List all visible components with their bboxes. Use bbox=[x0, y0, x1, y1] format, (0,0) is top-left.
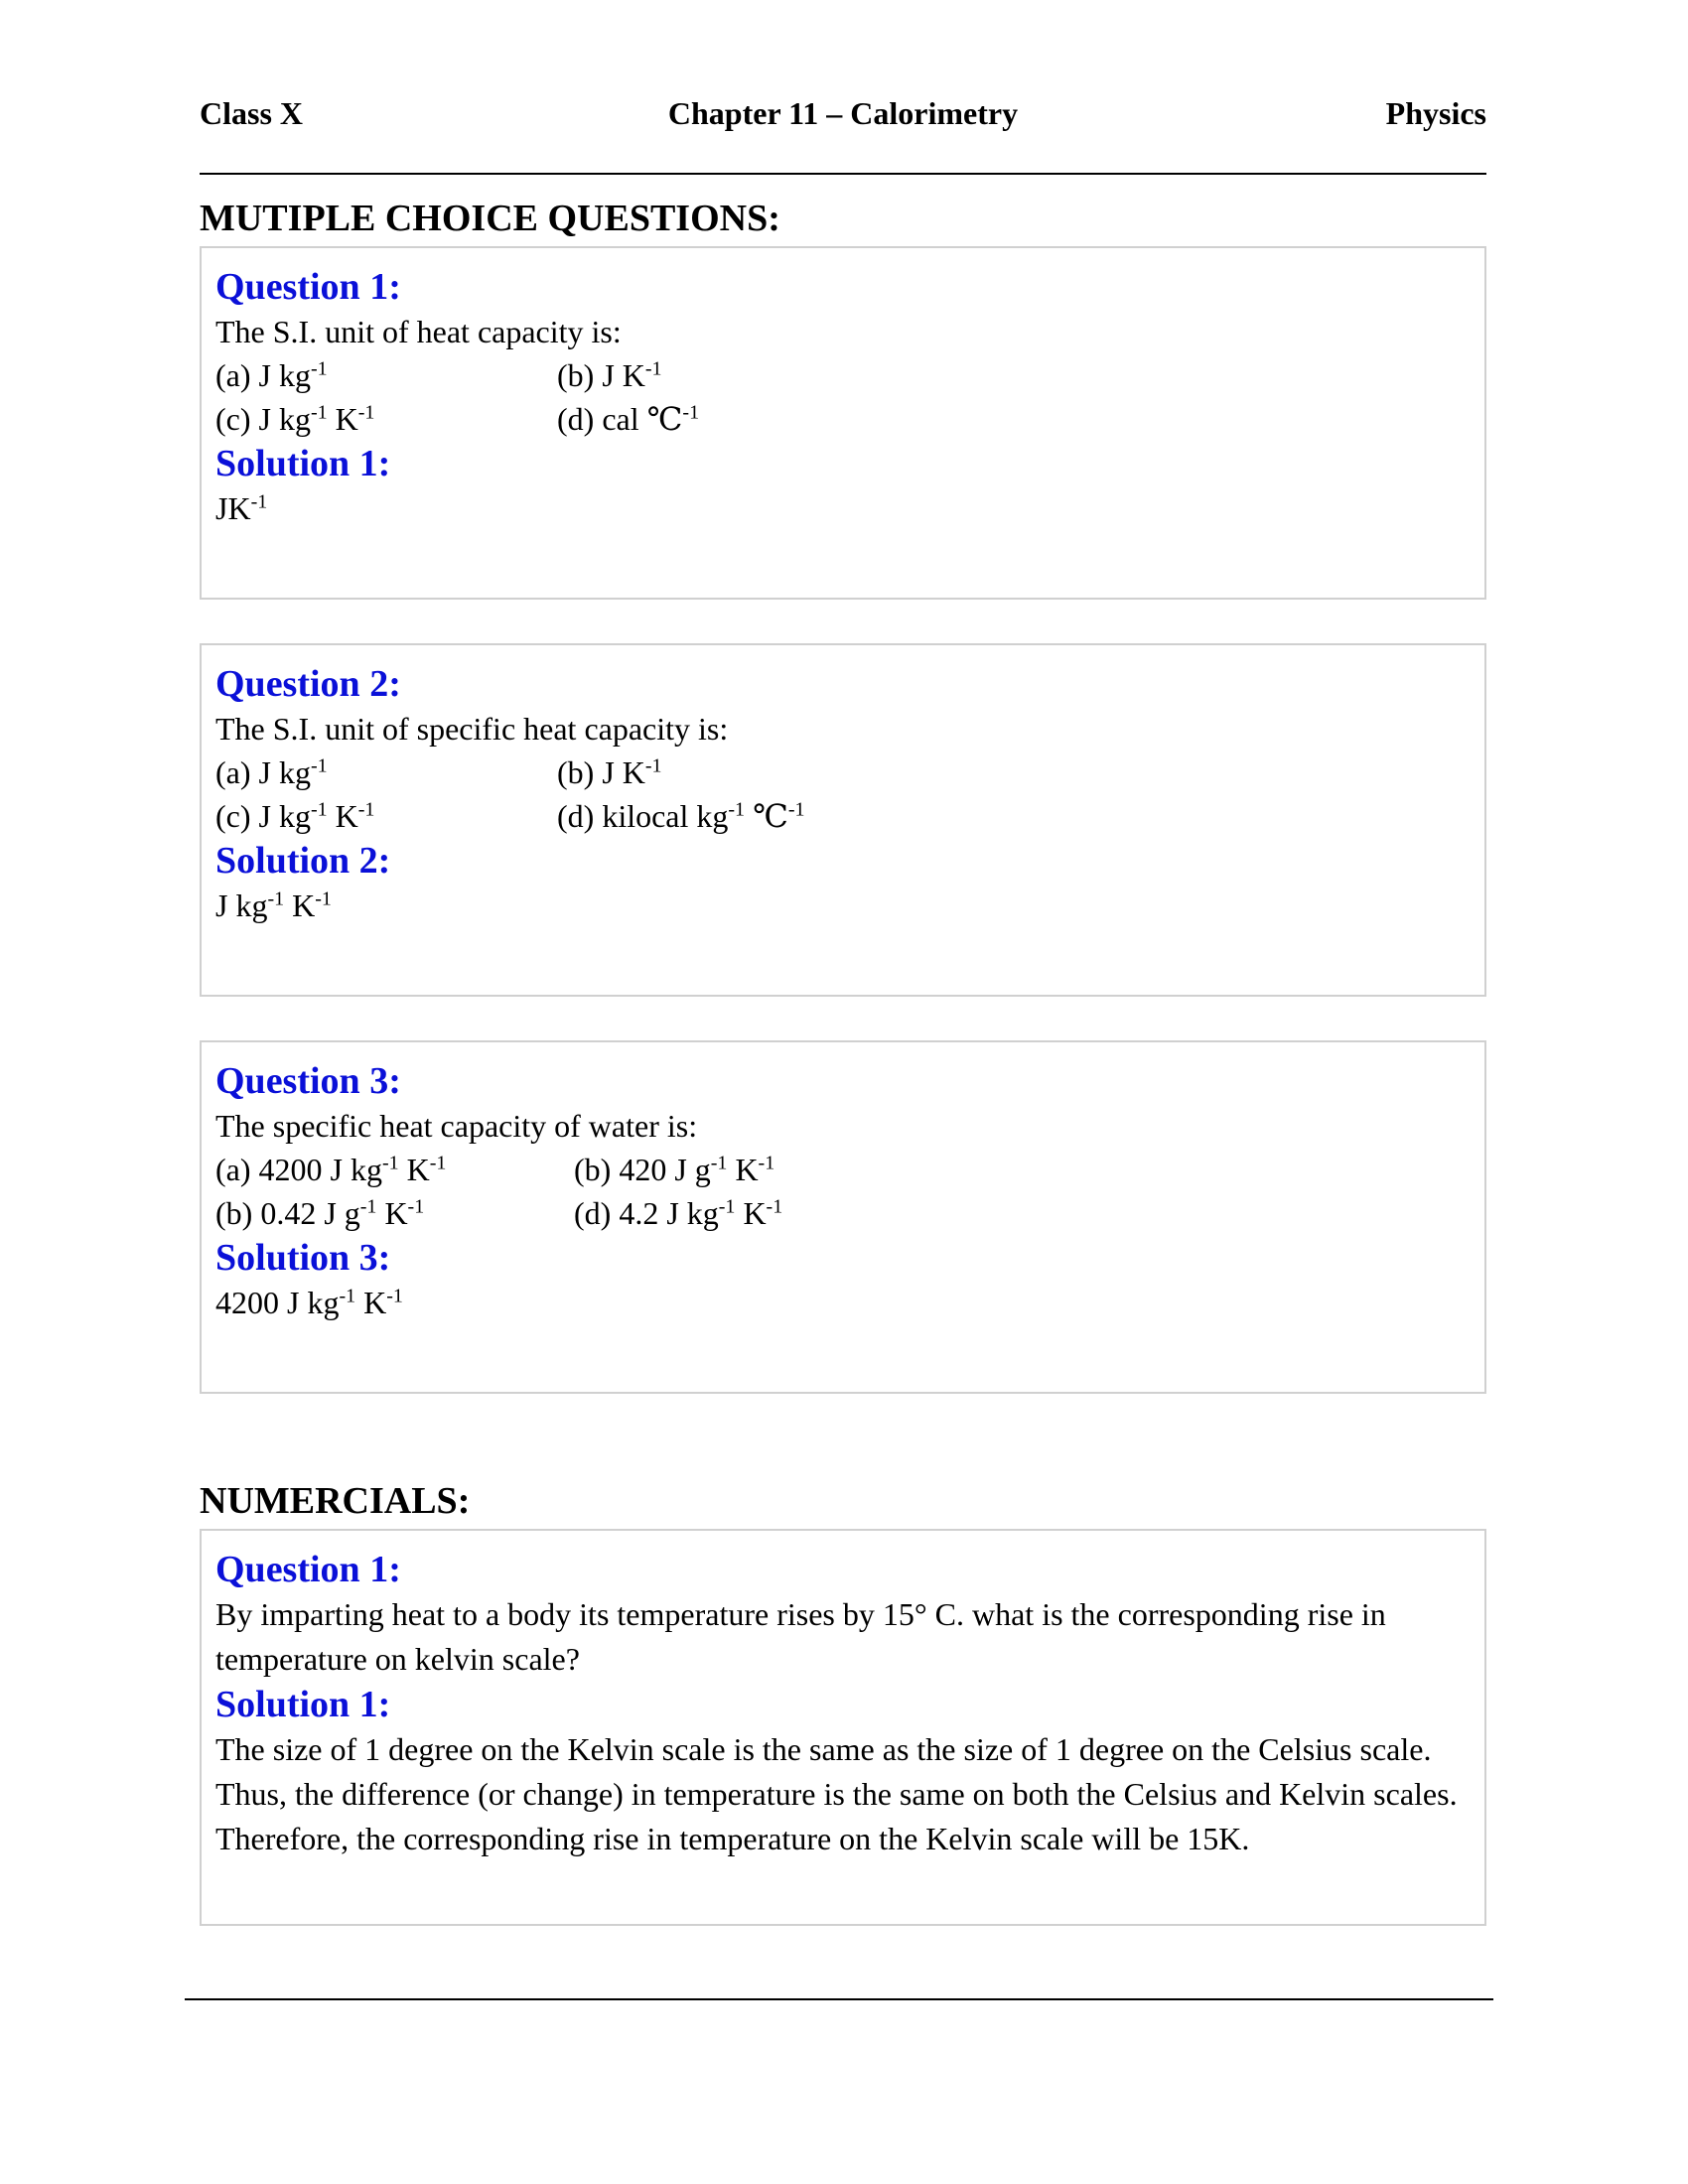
numerical-question-1-box bbox=[200, 1529, 1486, 1926]
option-a: (a) 4200 J $kg^{-1}$ $K^{-1}$ bbox=[215, 1152, 447, 1187]
numericals-section-title: NUMERCIALS: bbox=[200, 1480, 471, 1522]
options bbox=[215, 353, 1471, 441]
mcq-question-2-box bbox=[200, 643, 1486, 997]
solution-line-2: Thus, the difference (or change) in temperature is the same on both the Celsius and Kelvin scales. bbox=[215, 1776, 1458, 1812]
footer-rule bbox=[185, 1998, 1493, 2000]
option-c: (c) J $kg^{-1}$ $K^{-1}$ bbox=[215, 798, 375, 834]
option-d: (d) 4.2 J $kg^{-1}$ $K^{-1}$ bbox=[574, 1195, 783, 1231]
option-d: (d) kilocal $kg^{-1}$ ℃$^{-1}$ bbox=[557, 798, 805, 834]
options bbox=[215, 1148, 1471, 1235]
question-label: Question 1: bbox=[215, 266, 401, 308]
solution-label: Solution 3: bbox=[215, 1237, 391, 1279]
question-text: The S.I. unit of heat capacity is: bbox=[215, 314, 622, 349]
mcq-section-title: MUTIPLE CHOICE QUESTIONS: bbox=[200, 198, 780, 239]
solution-label: Solution 1: bbox=[215, 443, 391, 484]
question-text: The S.I. unit of specific heat capacity is: bbox=[215, 711, 729, 747]
option-b: (b) J $K^{-1}$ bbox=[557, 754, 662, 790]
solution-line-3: Therefore, the corresponding rise in temperature on the Kelvin scale will be 15K. bbox=[215, 1821, 1250, 1856]
option-b: (b) 420 J $g^{-1}$ $K^{-1}$ bbox=[574, 1152, 775, 1187]
solution-text: J $kg^{-1}$ $K^{-1}$ bbox=[215, 887, 332, 923]
question-label: Question 3: bbox=[215, 1060, 401, 1102]
mcq-question-3-box bbox=[200, 1040, 1486, 1394]
option-b: (b) J $K^{-1}$ bbox=[557, 357, 662, 393]
solution-label: Solution 2: bbox=[215, 840, 391, 882]
option-c: (b) 0.42 J $g^{-1}$ $K^{-1}$ bbox=[215, 1195, 425, 1231]
question-text-line-2: temperature on kelvin scale? bbox=[215, 1641, 580, 1677]
option-c: (c) J $kg^{-1}$ $K^{-1}$ bbox=[215, 401, 375, 437]
question-text: The specific heat capacity of water is: bbox=[215, 1108, 698, 1144]
option-a: (a) J $kg^{-1}$ bbox=[215, 754, 328, 790]
solution-text: $JK^{-1}$ bbox=[215, 490, 268, 526]
option-d: (d) cal ℃$^{-1}$ bbox=[557, 401, 700, 437]
page-header bbox=[200, 95, 1486, 145]
solution-line-1: The size of 1 degree on the Kelvin scale is the same as the size of 1 degree on the Celsius scale. bbox=[215, 1731, 1432, 1767]
solution-label: Solution 1: bbox=[215, 1684, 391, 1725]
solution-text: 4200 J $kg^{-1}$ $K^{-1}$ bbox=[215, 1285, 403, 1320]
mcq-question-1-box bbox=[200, 246, 1486, 600]
option-a: (a) J $kg^{-1}$ bbox=[215, 357, 328, 393]
header-rule bbox=[200, 173, 1486, 175]
question-label: Question 2: bbox=[215, 663, 401, 705]
header-chapter: Chapter 11 – Calorimetry bbox=[667, 95, 1019, 131]
options bbox=[215, 751, 1471, 838]
header-subject: Physics bbox=[1385, 95, 1486, 131]
question-text-line-1: By imparting heat to a body its temperature rises by 15° C. what is the corresponding rise in bbox=[215, 1596, 1386, 1632]
question-label: Question 1: bbox=[215, 1549, 401, 1590]
header-class: Class X bbox=[200, 95, 304, 131]
